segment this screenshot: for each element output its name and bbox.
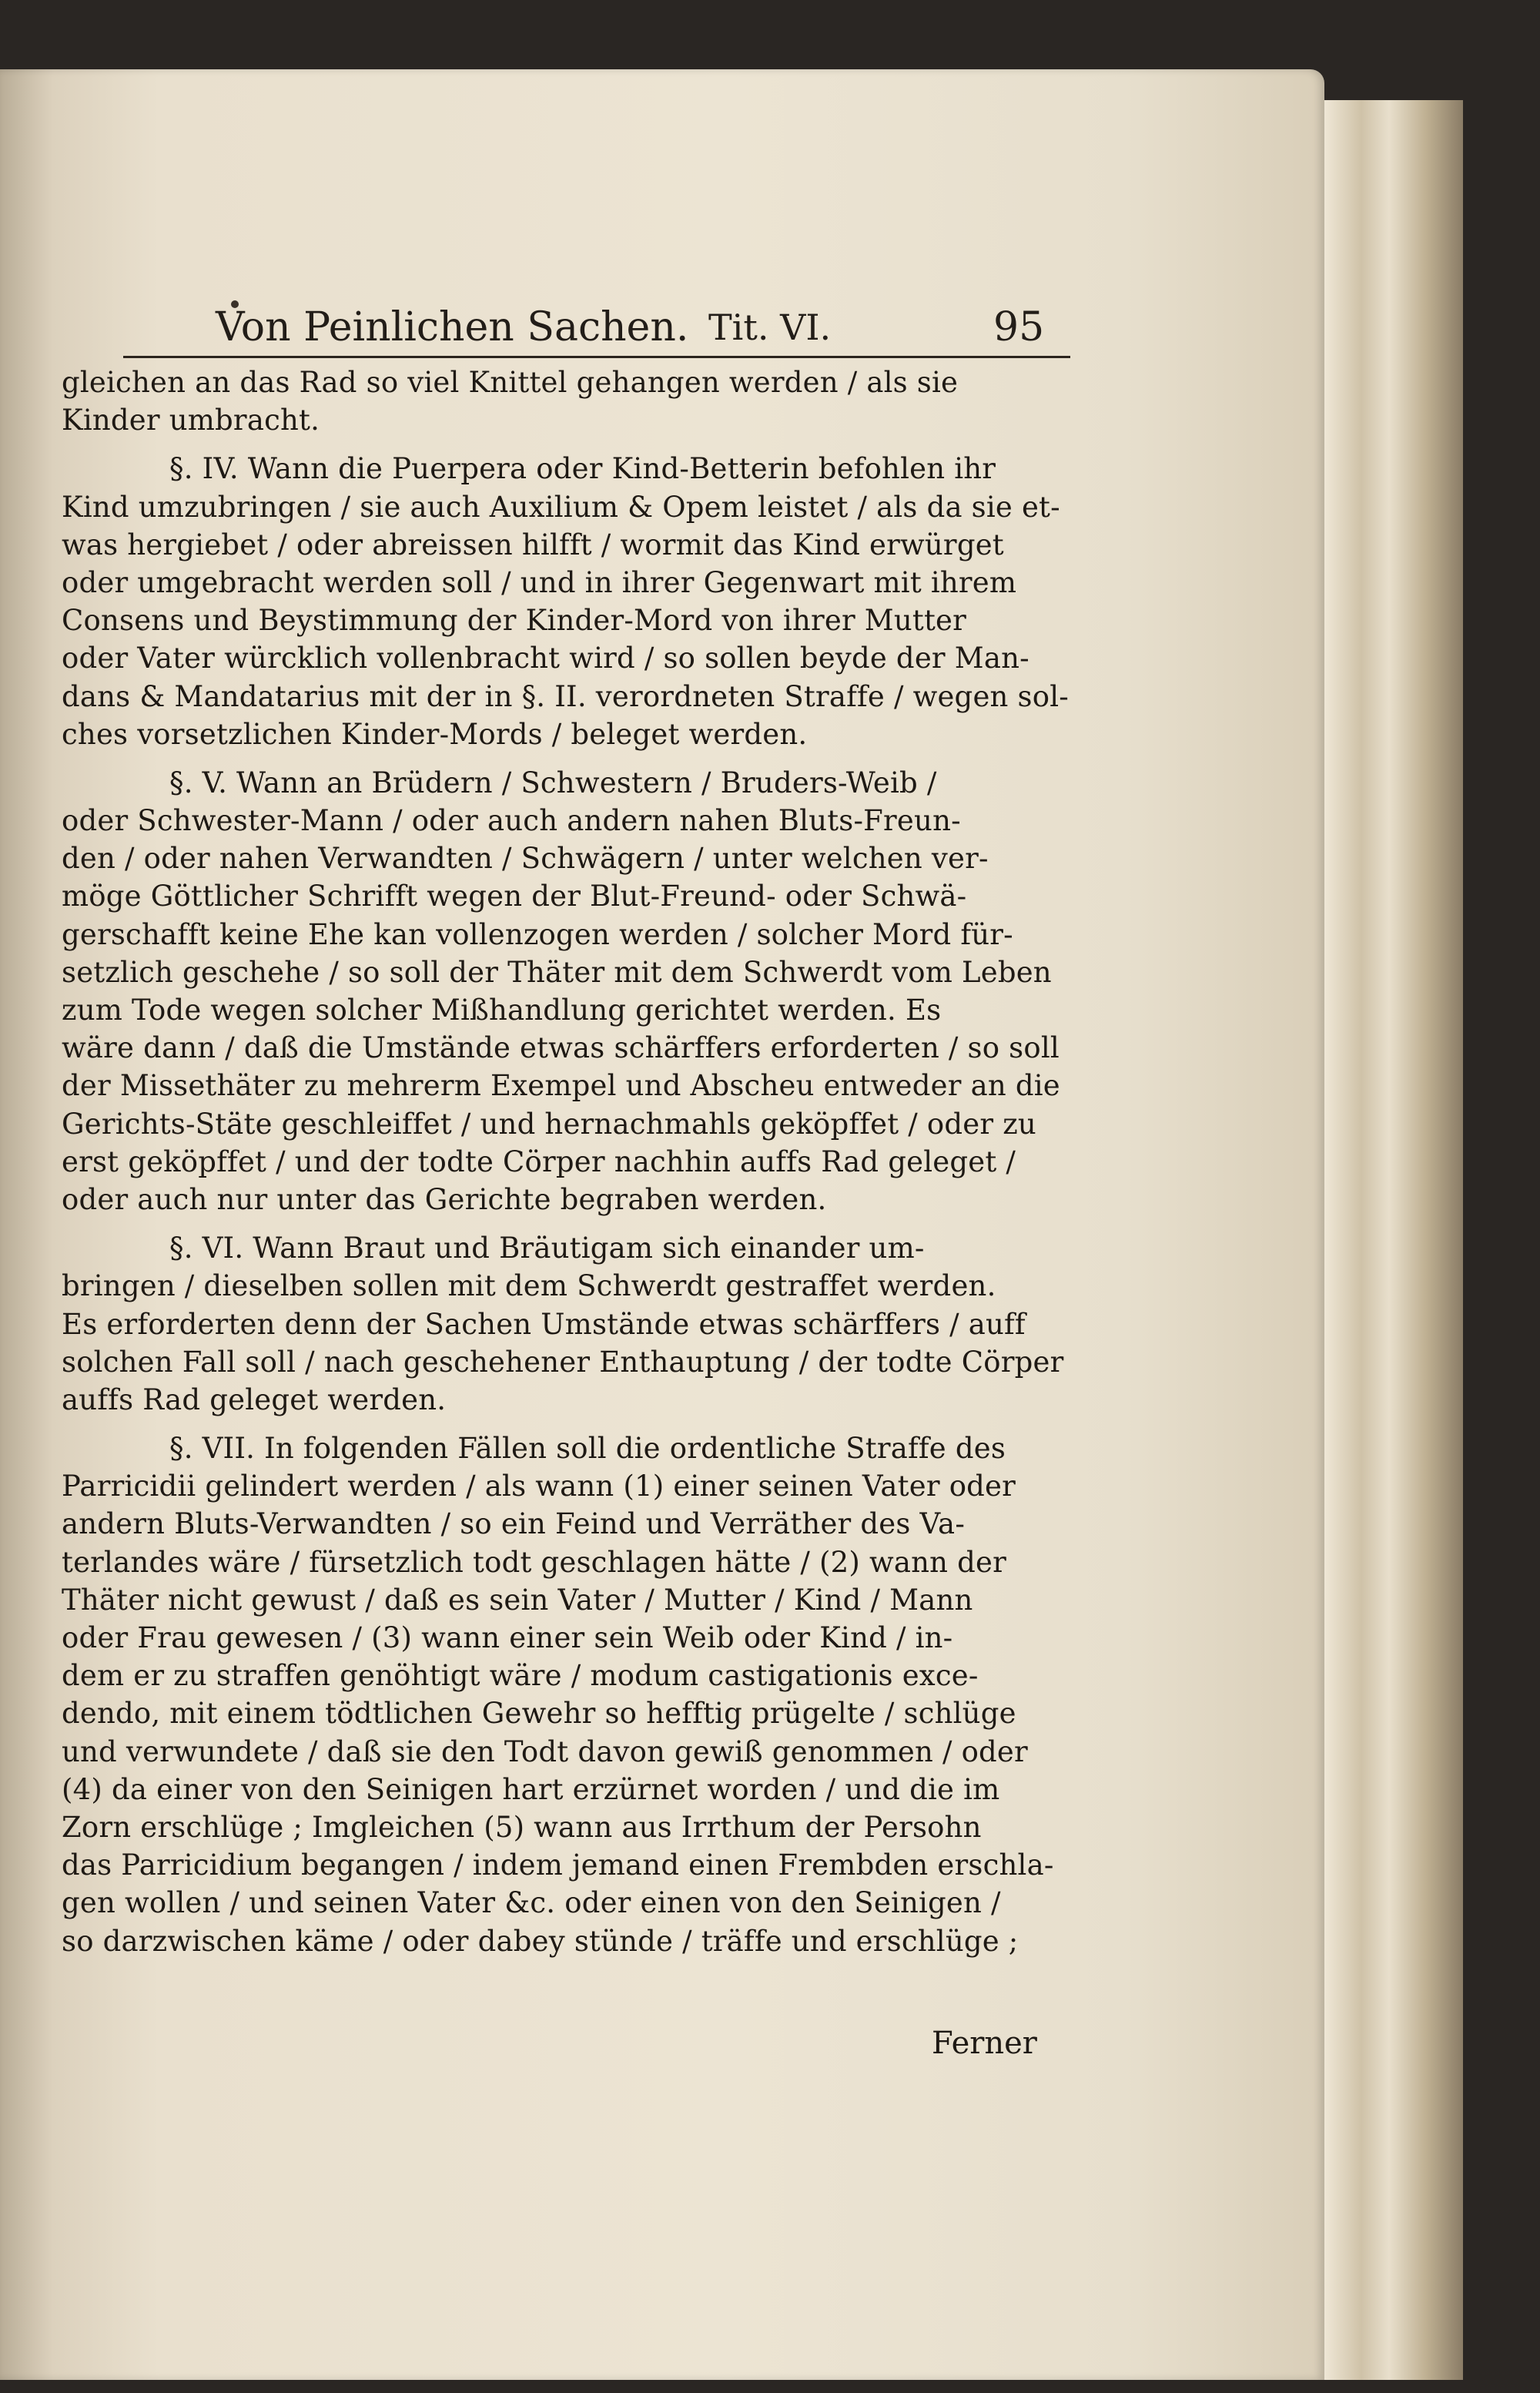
text-line: bringen / dieselben sollen mit dem Schwerdt gestraffet werden.: [62, 1269, 996, 1303]
text-line: Gerichts-Stäte geschleiffet / und hernachmahls geköpffet / oder zu: [62, 1107, 1036, 1141]
header-title: Von Peinlichen Sachen.: [216, 304, 689, 350]
page-body: [62, 364, 1069, 1960]
header-title-number: Tit. VI.: [708, 307, 832, 348]
text-line: gen wollen / und seinen Vater &c. oder einen von den Seinigen /: [62, 1886, 1001, 1920]
text-line: der Missethäter zu mehrerm Exempel und Abscheu entweder an die: [62, 1069, 1060, 1103]
text-line: oder Vater würcklich vollenbracht wird / so sollen beyde der Man-: [62, 642, 1029, 675]
text-line: so darzwischen käme / oder dabey stünde / träffe und erschlüge ;: [62, 1924, 1019, 1958]
text-line: andern Bluts-Verwandten / so ein Feind und Verräther des Va-: [62, 1507, 966, 1541]
text-line: den / oder nahen Verwandten / Schwägern / unter welchen ver-: [62, 842, 989, 876]
text-line: §. V. Wann an Brüdern / Schwestern / Bruders-Weib /: [169, 766, 937, 799]
text-line: dem er zu straffen genöhtigt wäre / modum castigationis exce-: [62, 1659, 979, 1693]
paragraph-section-4: [62, 450, 1069, 753]
text-line: Parricidii gelindert werden / als wann (1) einer seinen Vater oder: [62, 1470, 1016, 1503]
text-line: gleichen an das Rad so viel Knittel gehangen werden / als sie: [62, 366, 959, 399]
text-line: dans & Mandatarius mit der in §. II. verordneten Straffe / wegen sol-: [62, 679, 1069, 713]
text-line: was hergiebet / oder abreissen hilfft / wormit das Kind erwürget: [62, 528, 1004, 561]
text-line: erst geköpffet / und der todte Cörper nachhin auffs Rad geleget /: [62, 1145, 1016, 1178]
text-line: wäre dann / daß die Umstände etwas schärffers erforderten / so soll: [62, 1031, 1060, 1065]
text-line: ches vorsetzlichen Kinder-Mords / beleget werden.: [62, 717, 808, 751]
text-line: Zorn erschlüge ; Imgleichen (5) wann aus Irrthum der Persohn: [62, 1810, 982, 1844]
paragraph-section-6: [62, 1229, 1063, 1419]
paragraph-continuation: [62, 364, 1063, 439]
text-line: dendo, mit einem tödtlichen Gewehr so hefftig prügelte / schlüge: [62, 1697, 1016, 1731]
text-line: Thäter nicht gewust / daß es sein Vater / Mutter / Kind / Mann: [62, 1583, 973, 1617]
text-line: terlandes wäre / fürsetzlich todt geschlagen hätte / (2) wann der: [62, 1545, 1006, 1579]
paragraph-section-7: [62, 1429, 1063, 1960]
text-line: oder Schwester-Mann / oder auch andern nahen Bluts-Freun-: [62, 804, 961, 838]
text-line: möge Göttlicher Schrifft wegen der Blut-Freund- oder Schwä-: [62, 880, 967, 913]
running-header: [177, 297, 1093, 358]
text-line: und verwundete / daß sie den Todt davon gewiß genommen / oder: [62, 1734, 1028, 1768]
text-line: Kinder umbracht.: [62, 404, 320, 437]
text-line: Kind umzubringen / sie auch Auxilium & Opem leistet / als da sie et-: [62, 490, 1060, 524]
text-line: (4) da einer von den Seinigen hart erzürnet worden / und die im: [62, 1772, 1000, 1806]
text-line: auffs Rad geleget werden.: [62, 1383, 447, 1416]
text-line: Consens und Beystimmung der Kinder-Mord von ihrer Mutter: [62, 604, 967, 638]
text-line: oder Frau gewesen / (3) wann einer sein Weib oder Kind / in-: [62, 1621, 953, 1654]
text-line: solchen Fall soll / nach geschehener Enthauptung / der todte Cörper: [62, 1345, 1064, 1379]
header-rule: [123, 356, 1070, 358]
catchword: Ferner: [932, 2026, 1037, 2061]
text-line: oder auch nur unter das Gerichte begraben werden.: [62, 1182, 827, 1216]
page-number: 95: [993, 304, 1045, 350]
text-line: §. IV. Wann die Puerpera oder Kind-Betterin befohlen ihr: [169, 452, 996, 486]
text-line: §. VI. Wann Braut und Bräutigam sich einander um-: [169, 1232, 925, 1265]
text-line: Es erforderten denn der Sachen Umstände etwas schärffers / auff: [62, 1307, 1026, 1341]
text-line: zum Tode wegen solcher Mißhandlung gerichtet werden. Es: [62, 994, 942, 1027]
text-line: das Parricidium begangen / indem jemand einen Frembden erschla-: [62, 1848, 1054, 1882]
text-line: gerschafft keine Ehe kan vollenzogen werden / solcher Mord für-: [62, 917, 1013, 951]
paragraph-section-5: [62, 764, 1063, 1218]
text-line: oder umgebracht werden soll / und in ihrer Gegenwart mit ihrem: [62, 565, 1017, 599]
text-line: setzlich geschehe / so soll der Thäter mit dem Schwerdt vom Leben: [62, 955, 1052, 989]
text-line: §. VII. In folgenden Fällen soll die ordentliche Straffe des: [169, 1432, 1006, 1466]
